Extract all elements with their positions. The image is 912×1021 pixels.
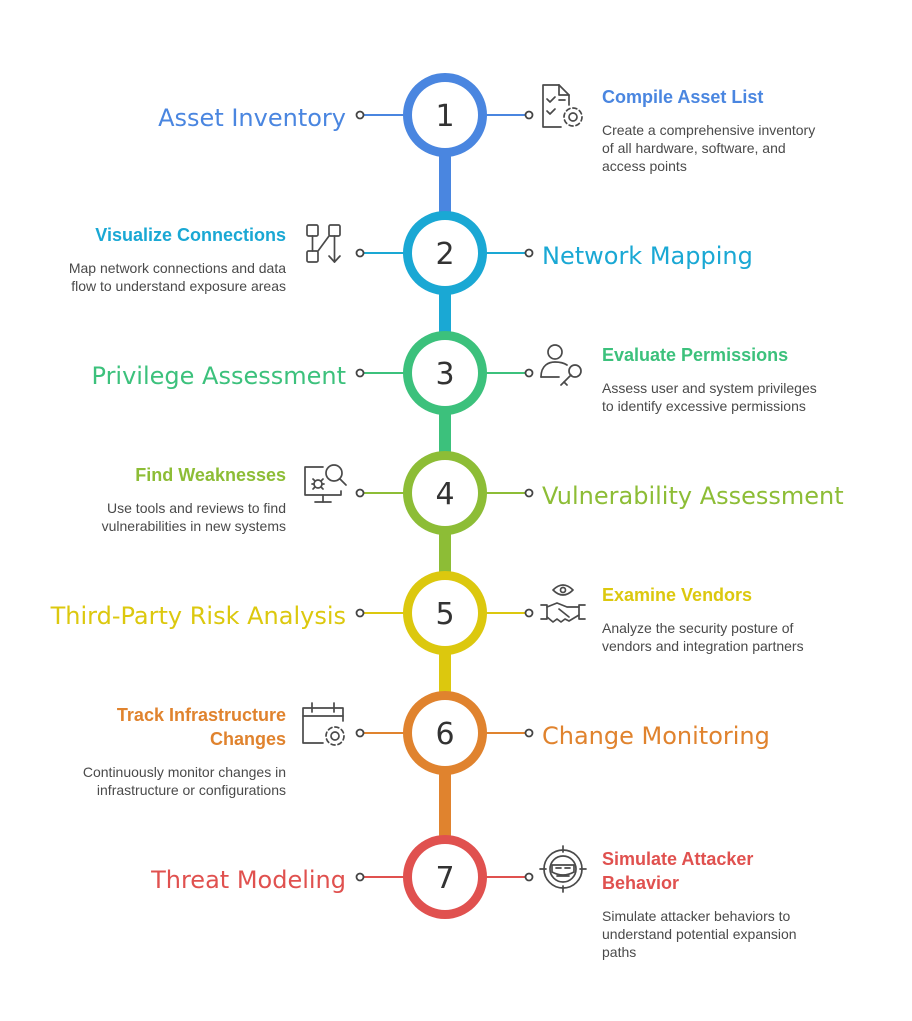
description-line: understand potential expansion <box>602 926 797 942</box>
description-line: paths <box>602 944 637 960</box>
description-line: Map network connections and data <box>68 260 286 276</box>
description-line: flow to understand exposure areas <box>71 278 286 294</box>
connector-dot <box>357 250 364 257</box>
detail-description <box>83 764 286 798</box>
timeline-step <box>83 691 770 798</box>
user-key-icon <box>541 345 581 385</box>
connector-dot <box>526 250 533 257</box>
connector-dot <box>526 490 533 497</box>
step-number: 7 <box>435 861 455 896</box>
step-label: Asset Inventory <box>158 104 346 132</box>
detail-description <box>69 260 286 294</box>
detail-title-line: Compile Asset List <box>602 87 764 107</box>
timeline-step <box>150 835 797 960</box>
description-line: Simulate attacker behaviors to <box>602 908 791 924</box>
step-label: Vulnerability Assessment <box>542 482 844 510</box>
hacker-target-icon <box>540 846 586 892</box>
detail-title <box>602 345 788 365</box>
checklist-gear-icon <box>543 85 582 127</box>
timeline-step <box>69 211 753 295</box>
monitor-bug-search-icon <box>305 465 346 502</box>
step-label: Network Mapping <box>542 242 753 270</box>
detail-title <box>602 849 753 893</box>
connector-dot <box>526 610 533 617</box>
connector-dot <box>357 370 364 377</box>
detail-title-line: Track Infrastructure <box>116 705 286 725</box>
step-number: 5 <box>435 597 455 632</box>
connector-dot <box>526 874 533 881</box>
detail-title <box>117 705 286 749</box>
detail-title <box>602 585 752 605</box>
detail-title-line: Examine Vendors <box>602 585 753 605</box>
description-line: Analyze the security posture of <box>602 620 794 636</box>
detail-title <box>602 87 763 107</box>
timeline-step <box>92 331 817 415</box>
detail-description <box>602 908 797 960</box>
timeline-step <box>158 73 815 174</box>
calendar-gear-icon <box>303 703 344 745</box>
connector-dot <box>357 730 364 737</box>
connector-dot <box>357 112 364 119</box>
eye-handshake-icon <box>541 585 585 622</box>
detail-description <box>602 122 815 174</box>
detail-description <box>602 620 804 654</box>
connector-dot <box>357 610 364 617</box>
description-line: vulnerabilities in new systems <box>101 518 286 534</box>
step-number: 1 <box>435 99 455 134</box>
step-number: 3 <box>435 357 455 392</box>
step-label: Privilege Assessment <box>91 362 346 390</box>
connector-dot <box>526 730 533 737</box>
detail-description <box>102 500 286 534</box>
step-label: Third-Party Risk Analysis <box>50 602 346 630</box>
description-line: infrastructure or configurations <box>96 782 286 798</box>
step-number: 4 <box>435 477 455 512</box>
step-label: Threat Modeling <box>151 866 346 894</box>
timeline-step <box>102 451 844 535</box>
detail-title <box>95 225 286 245</box>
description-line: Create a comprehensive inventory <box>602 122 816 138</box>
connector-dot <box>526 370 533 377</box>
step-number: 2 <box>435 237 455 272</box>
description-line: Use tools and reviews to find <box>107 500 286 516</box>
detail-title-line: Behavior <box>602 873 680 893</box>
timeline-step <box>50 571 804 655</box>
description-line: to identify excessive permissions <box>602 398 806 414</box>
description-line: Assess user and system privileges <box>602 380 817 396</box>
step-number: 6 <box>435 717 455 752</box>
description-line: Continuously monitor changes in <box>82 764 286 780</box>
detail-title <box>135 465 286 485</box>
detail-title-line: Evaluate Permissions <box>602 345 789 365</box>
connector-dot <box>526 112 533 119</box>
detail-title-line: Simulate Attacker <box>602 849 754 869</box>
detail-title-line: Find Weaknesses <box>135 465 286 485</box>
connector-dot <box>357 490 364 497</box>
network-flow-icon <box>307 225 340 262</box>
detail-title-line: Changes <box>209 729 286 749</box>
description-line: of all hardware, software, and <box>602 140 786 156</box>
detail-description <box>602 380 817 414</box>
description-line: access points <box>602 158 687 174</box>
step-label: Change Monitoring <box>542 722 770 750</box>
description-line: vendors and integration partners <box>602 638 804 654</box>
connector-dot <box>357 874 364 881</box>
detail-title-line: Visualize Connections <box>95 225 286 245</box>
